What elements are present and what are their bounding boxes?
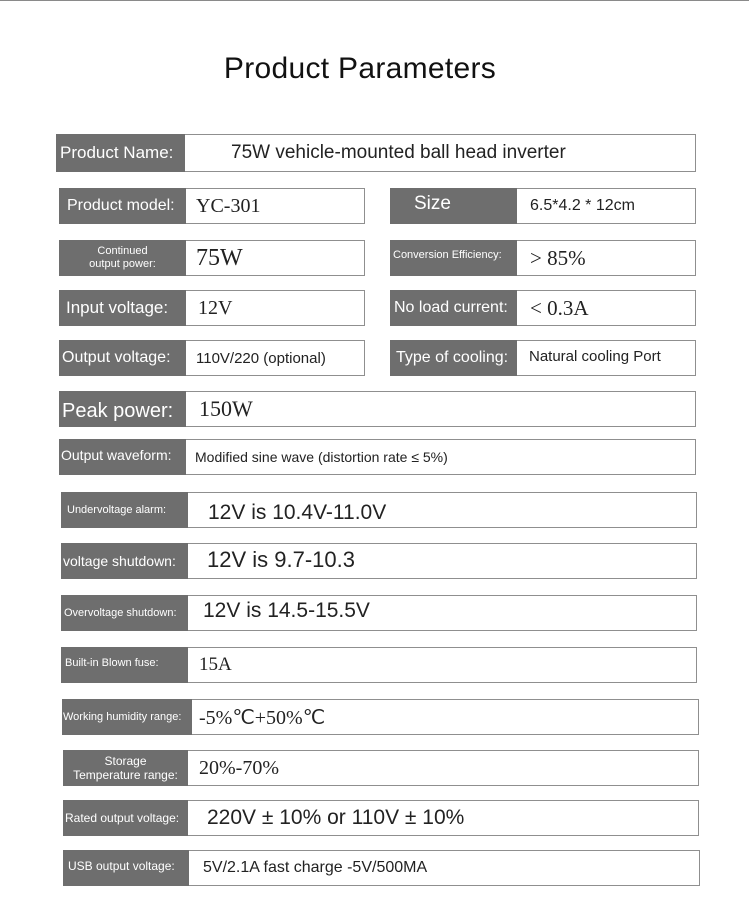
row-no-load-current — [390, 290, 696, 326]
label-size: Size — [390, 188, 517, 224]
label-undervoltage-alarm: Undervoltage alarm: — [61, 492, 188, 528]
row-output-voltage — [59, 340, 365, 376]
value-storage-temperature: 20%-70% — [188, 750, 699, 786]
label-input-voltage: Input voltage: — [59, 290, 186, 326]
value-output-waveform: Modified sine wave (distortion rate ≤ 5%) — [186, 439, 696, 475]
value-output-voltage: 110V/220 (optional) — [186, 340, 365, 376]
label-peak-power: Peak power: — [59, 391, 186, 427]
row-size — [390, 188, 696, 224]
row-blown-fuse — [61, 647, 697, 683]
label-working-humidity: Working humidity range: — [62, 699, 192, 735]
row-product-model — [59, 188, 365, 224]
value-no-load-current: < 0.3A — [517, 290, 696, 326]
row-undervoltage-alarm — [61, 492, 697, 528]
label-continued-output-power — [59, 240, 186, 276]
label-voltage-shutdown: voltage shutdown: — [61, 543, 188, 579]
value-input-voltage: 12V — [186, 290, 365, 326]
value-voltage-shutdown: 12V is 9.7-10.3 — [188, 543, 697, 579]
label-output-waveform: Output waveform: — [59, 439, 186, 475]
row-input-voltage — [59, 290, 365, 326]
label-product-name: Product Name: — [56, 134, 185, 172]
label-line-storage: Storage — [104, 754, 147, 768]
label-output-voltage: Output voltage: — [59, 340, 186, 376]
value-continued-output-power: 75W — [186, 240, 365, 276]
row-type-of-cooling — [390, 340, 696, 376]
value-product-model: YC-301 — [186, 188, 365, 224]
value-overvoltage-shutdown: 12V is 14.5-15.5V — [188, 595, 697, 631]
label-product-model: Product model: — [59, 188, 186, 224]
row-usb-output-voltage — [63, 850, 700, 886]
label-line-temperature-range: Temperature range: — [73, 768, 178, 782]
label-conversion-efficiency: Conversion Efficiency: — [390, 240, 517, 276]
value-peak-power: 150W — [186, 391, 696, 427]
value-conversion-efficiency: > 85% — [517, 240, 696, 276]
value-usb-output-voltage: 5V/2.1A fast charge -5V/500MA — [189, 850, 700, 886]
value-product-name: 75W vehicle-mounted ball head inverter — [185, 134, 696, 172]
row-rated-output-voltage — [63, 800, 699, 836]
label-blown-fuse: Built-in Blown fuse: — [61, 647, 188, 683]
row-storage-temperature — [63, 750, 699, 786]
label-storage-temperature — [63, 750, 188, 786]
row-continued-output-power — [59, 240, 365, 276]
value-blown-fuse: 15A — [188, 647, 697, 683]
label-usb-output-voltage: USB output voltage: — [63, 850, 189, 886]
value-type-of-cooling: Natural cooling Port — [517, 340, 696, 376]
row-working-humidity — [62, 699, 699, 735]
label-rated-output-voltage: Rated output voltage: — [63, 800, 188, 836]
value-size: 6.5*4.2 * 12cm — [517, 188, 696, 224]
page-title: Product Parameters — [223, 52, 497, 85]
label-no-load-current: No load current: — [390, 290, 517, 326]
row-overvoltage-shutdown — [61, 595, 697, 631]
value-rated-output-voltage: 220V ± 10% or 110V ± 10% — [188, 800, 699, 836]
label-line-output-power: output power: — [89, 258, 156, 270]
top-divider — [0, 0, 749, 1]
value-undervoltage-alarm: 12V is 10.4V-11.0V — [188, 492, 697, 528]
label-line-continued: Continued — [97, 245, 148, 257]
row-product-name — [56, 134, 696, 172]
row-conversion-efficiency — [390, 240, 696, 276]
row-voltage-shutdown — [61, 543, 697, 579]
row-peak-power — [59, 391, 696, 427]
label-type-of-cooling: Type of cooling: — [390, 340, 517, 376]
row-output-waveform — [59, 439, 696, 475]
label-overvoltage-shutdown: Overvoltage shutdown: — [61, 595, 188, 631]
value-working-humidity: -5%℃+50%℃ — [192, 699, 699, 735]
